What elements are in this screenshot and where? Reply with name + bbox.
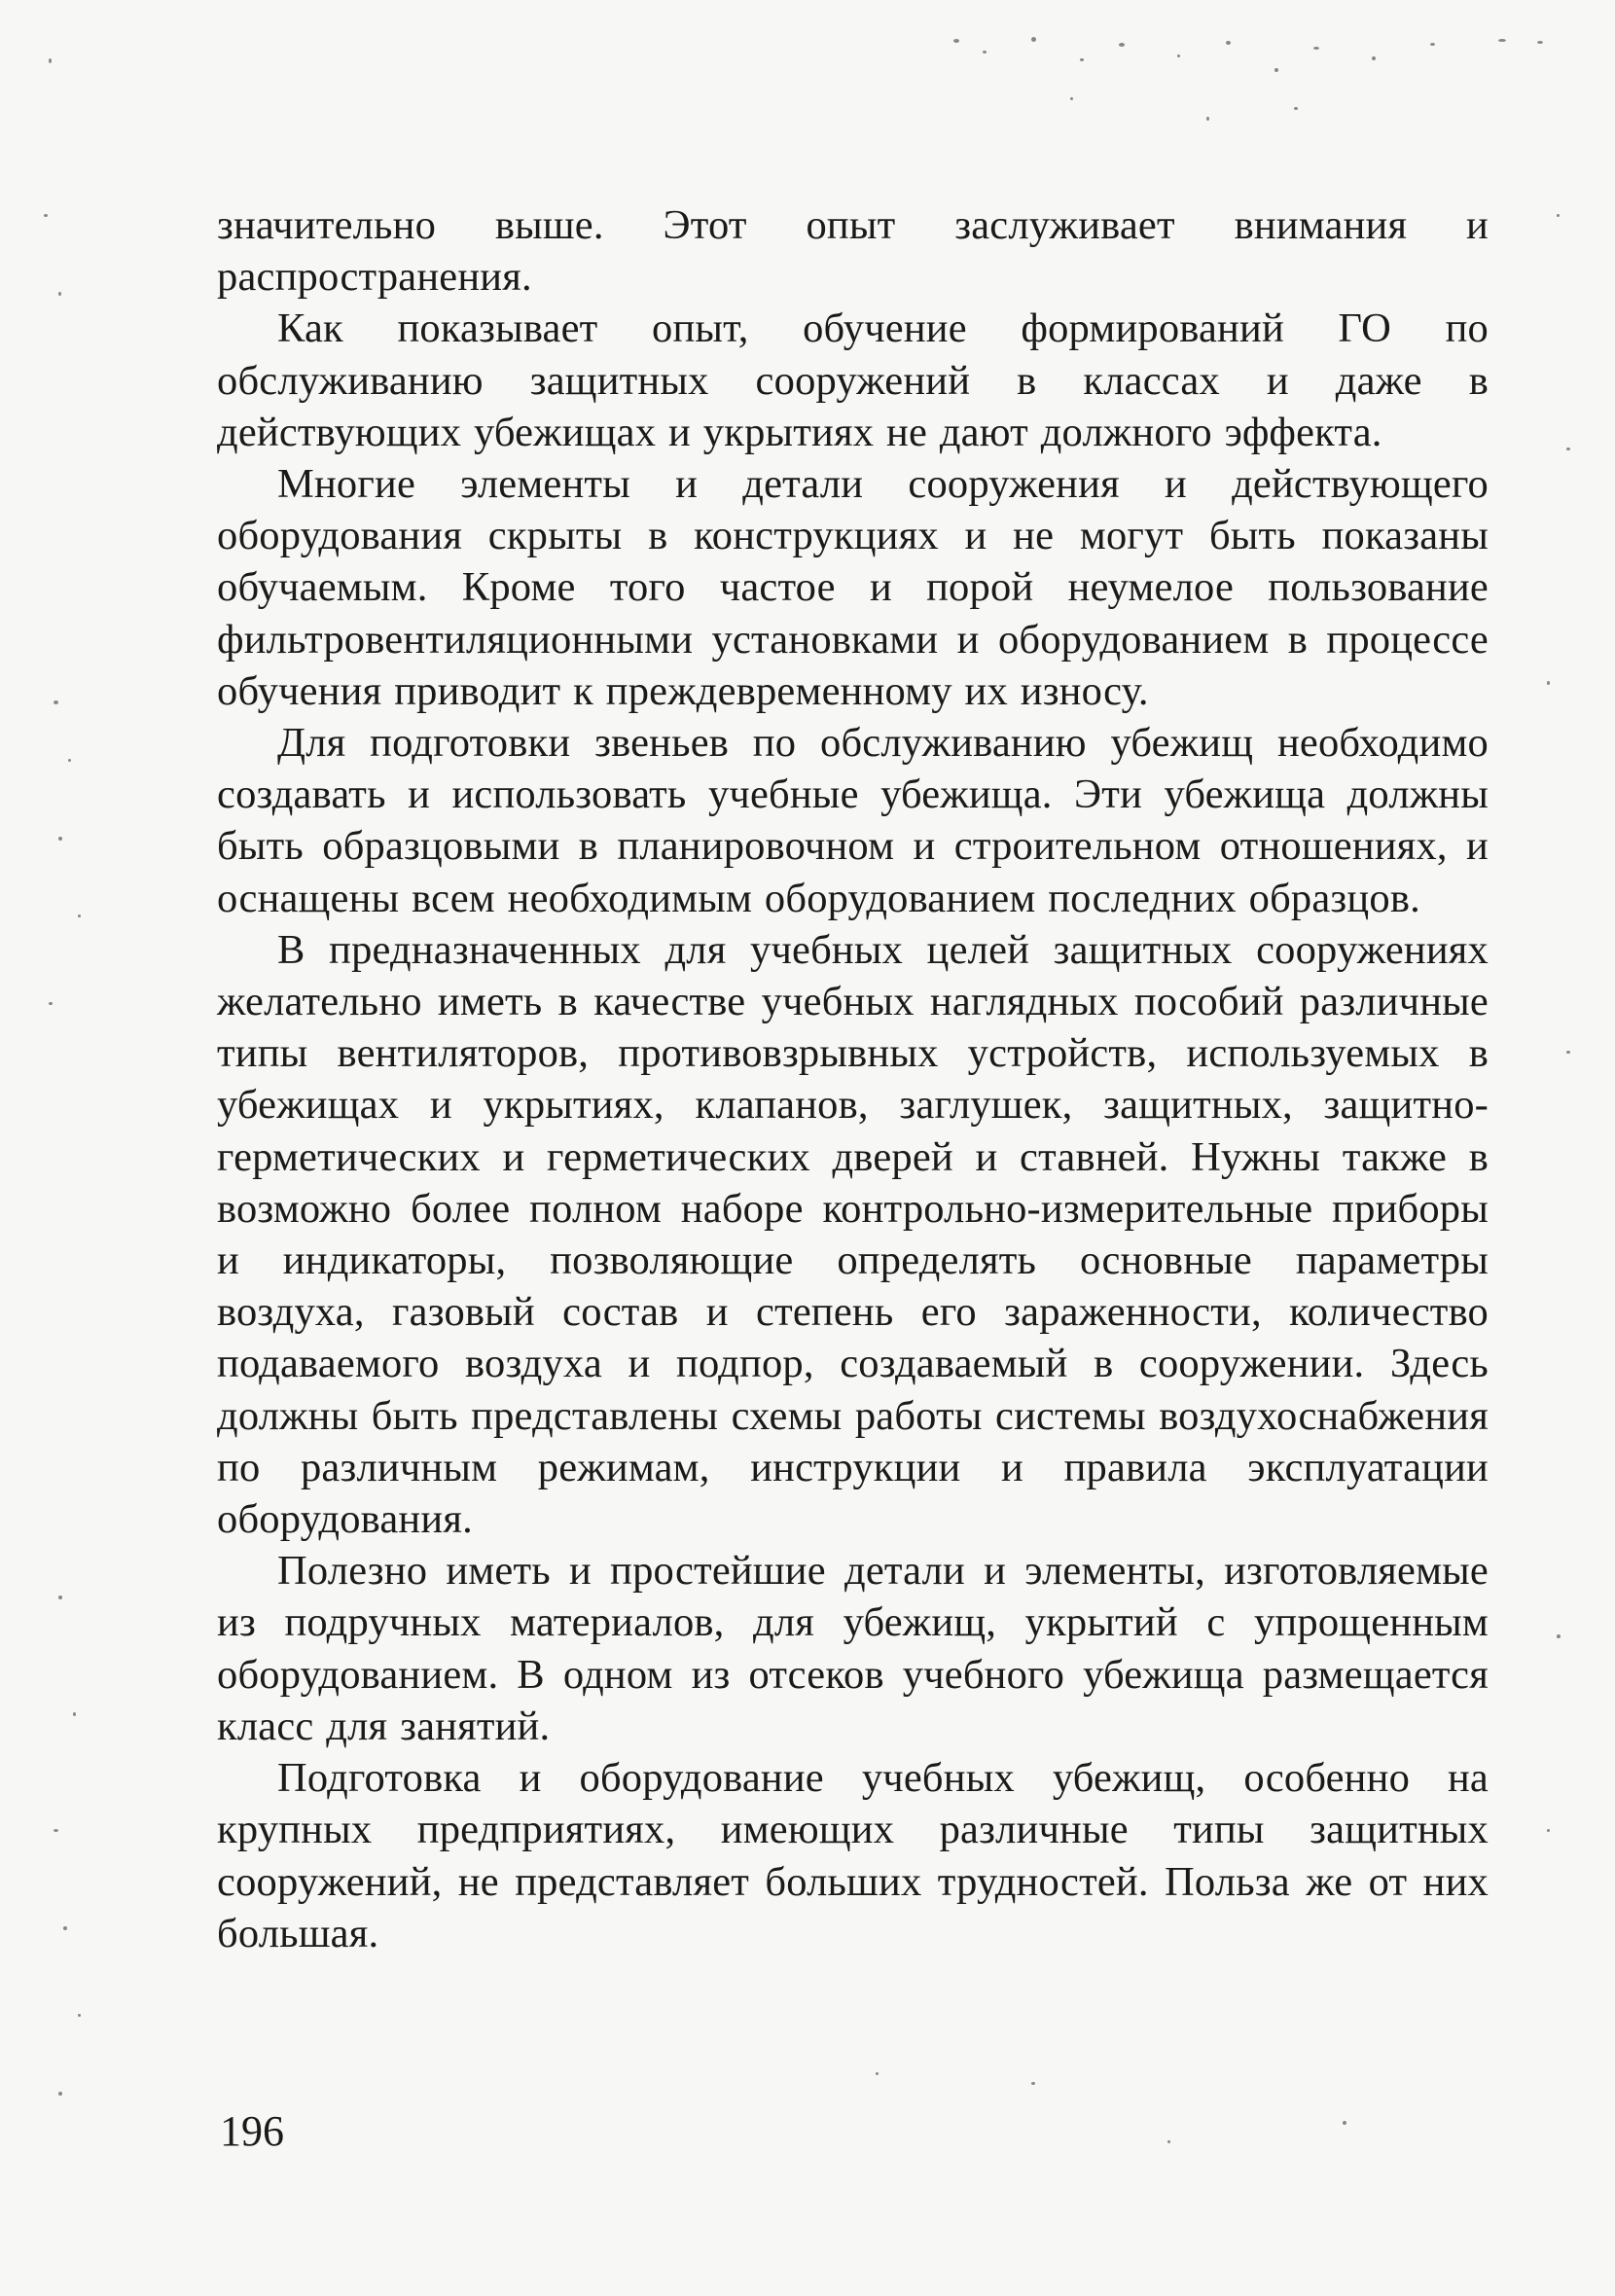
paragraph: В предназначенных для учебных целей защитных сооружениях желательно иметь в качестве учебных наглядных пособий различные типы вентиляторов, противовзрывных устройств, используемых в убежищах и укрытиях, клапанов, заглушек, защитных, защитно-герметических и герметических дверей и ставней. Нужны также в возможно более полном наборе контрольно-измерительные приборы и индикаторы, позволяющие определять основные параметры воздуха, газовый состав и степень его зараженности, количество подаваемого воздуха и подпор, создаваемый в сооружении. Здесь должны быть представлены схемы работы системы воздухоснабжения по различным режимам, инструкции и правила эксплуатации оборудования. bbox=[217, 926, 1489, 1543]
paragraph: Как показывает опыт, обучение формирований ГО по обслуживанию защитных сооружений в классах и даже в действующих убежищах и укрытиях не дают должного эффекта. bbox=[217, 305, 1489, 455]
body-text bbox=[217, 199, 1489, 1959]
paragraph: значительно выше. Этот опыт заслуживает внимания и распространения. bbox=[217, 202, 1489, 301]
paragraph: Полезно иметь и простейшие детали и элементы, изготовляемые из подручных материалов, для убежищ, укрытий с упрощенным оборудованием. В одном из отсеков учебного убежища размещается класс для занятий. bbox=[217, 1548, 1489, 1749]
paragraph: Подготовка и оборудование учебных убежищ, особенно на крупных предприятиях, имеющих различные типы защитных сооружений, не представляет больших трудностей. Польза же от них большая. bbox=[217, 1755, 1489, 1956]
paragraph: Для подготовки звеньев по обслуживанию убежищ необходимо создавать и использовать учебные убежища. Эти убежища должны быть образцовыми в планировочном и строительном отношениях, и оснащены всем необходимым оборудованием последних образцов. bbox=[217, 720, 1489, 921]
page-number: 196 bbox=[220, 2107, 284, 2155]
paragraph: Многие элементы и детали сооружения и действующего оборудования скрыты в конструкциях и не могут быть показаны обучаемым. Кроме того частое и порой неумелое пользование фильтровентиляционными установками и оборудованием в процессе обучения приводит к преждевременному их износу. bbox=[217, 461, 1489, 714]
